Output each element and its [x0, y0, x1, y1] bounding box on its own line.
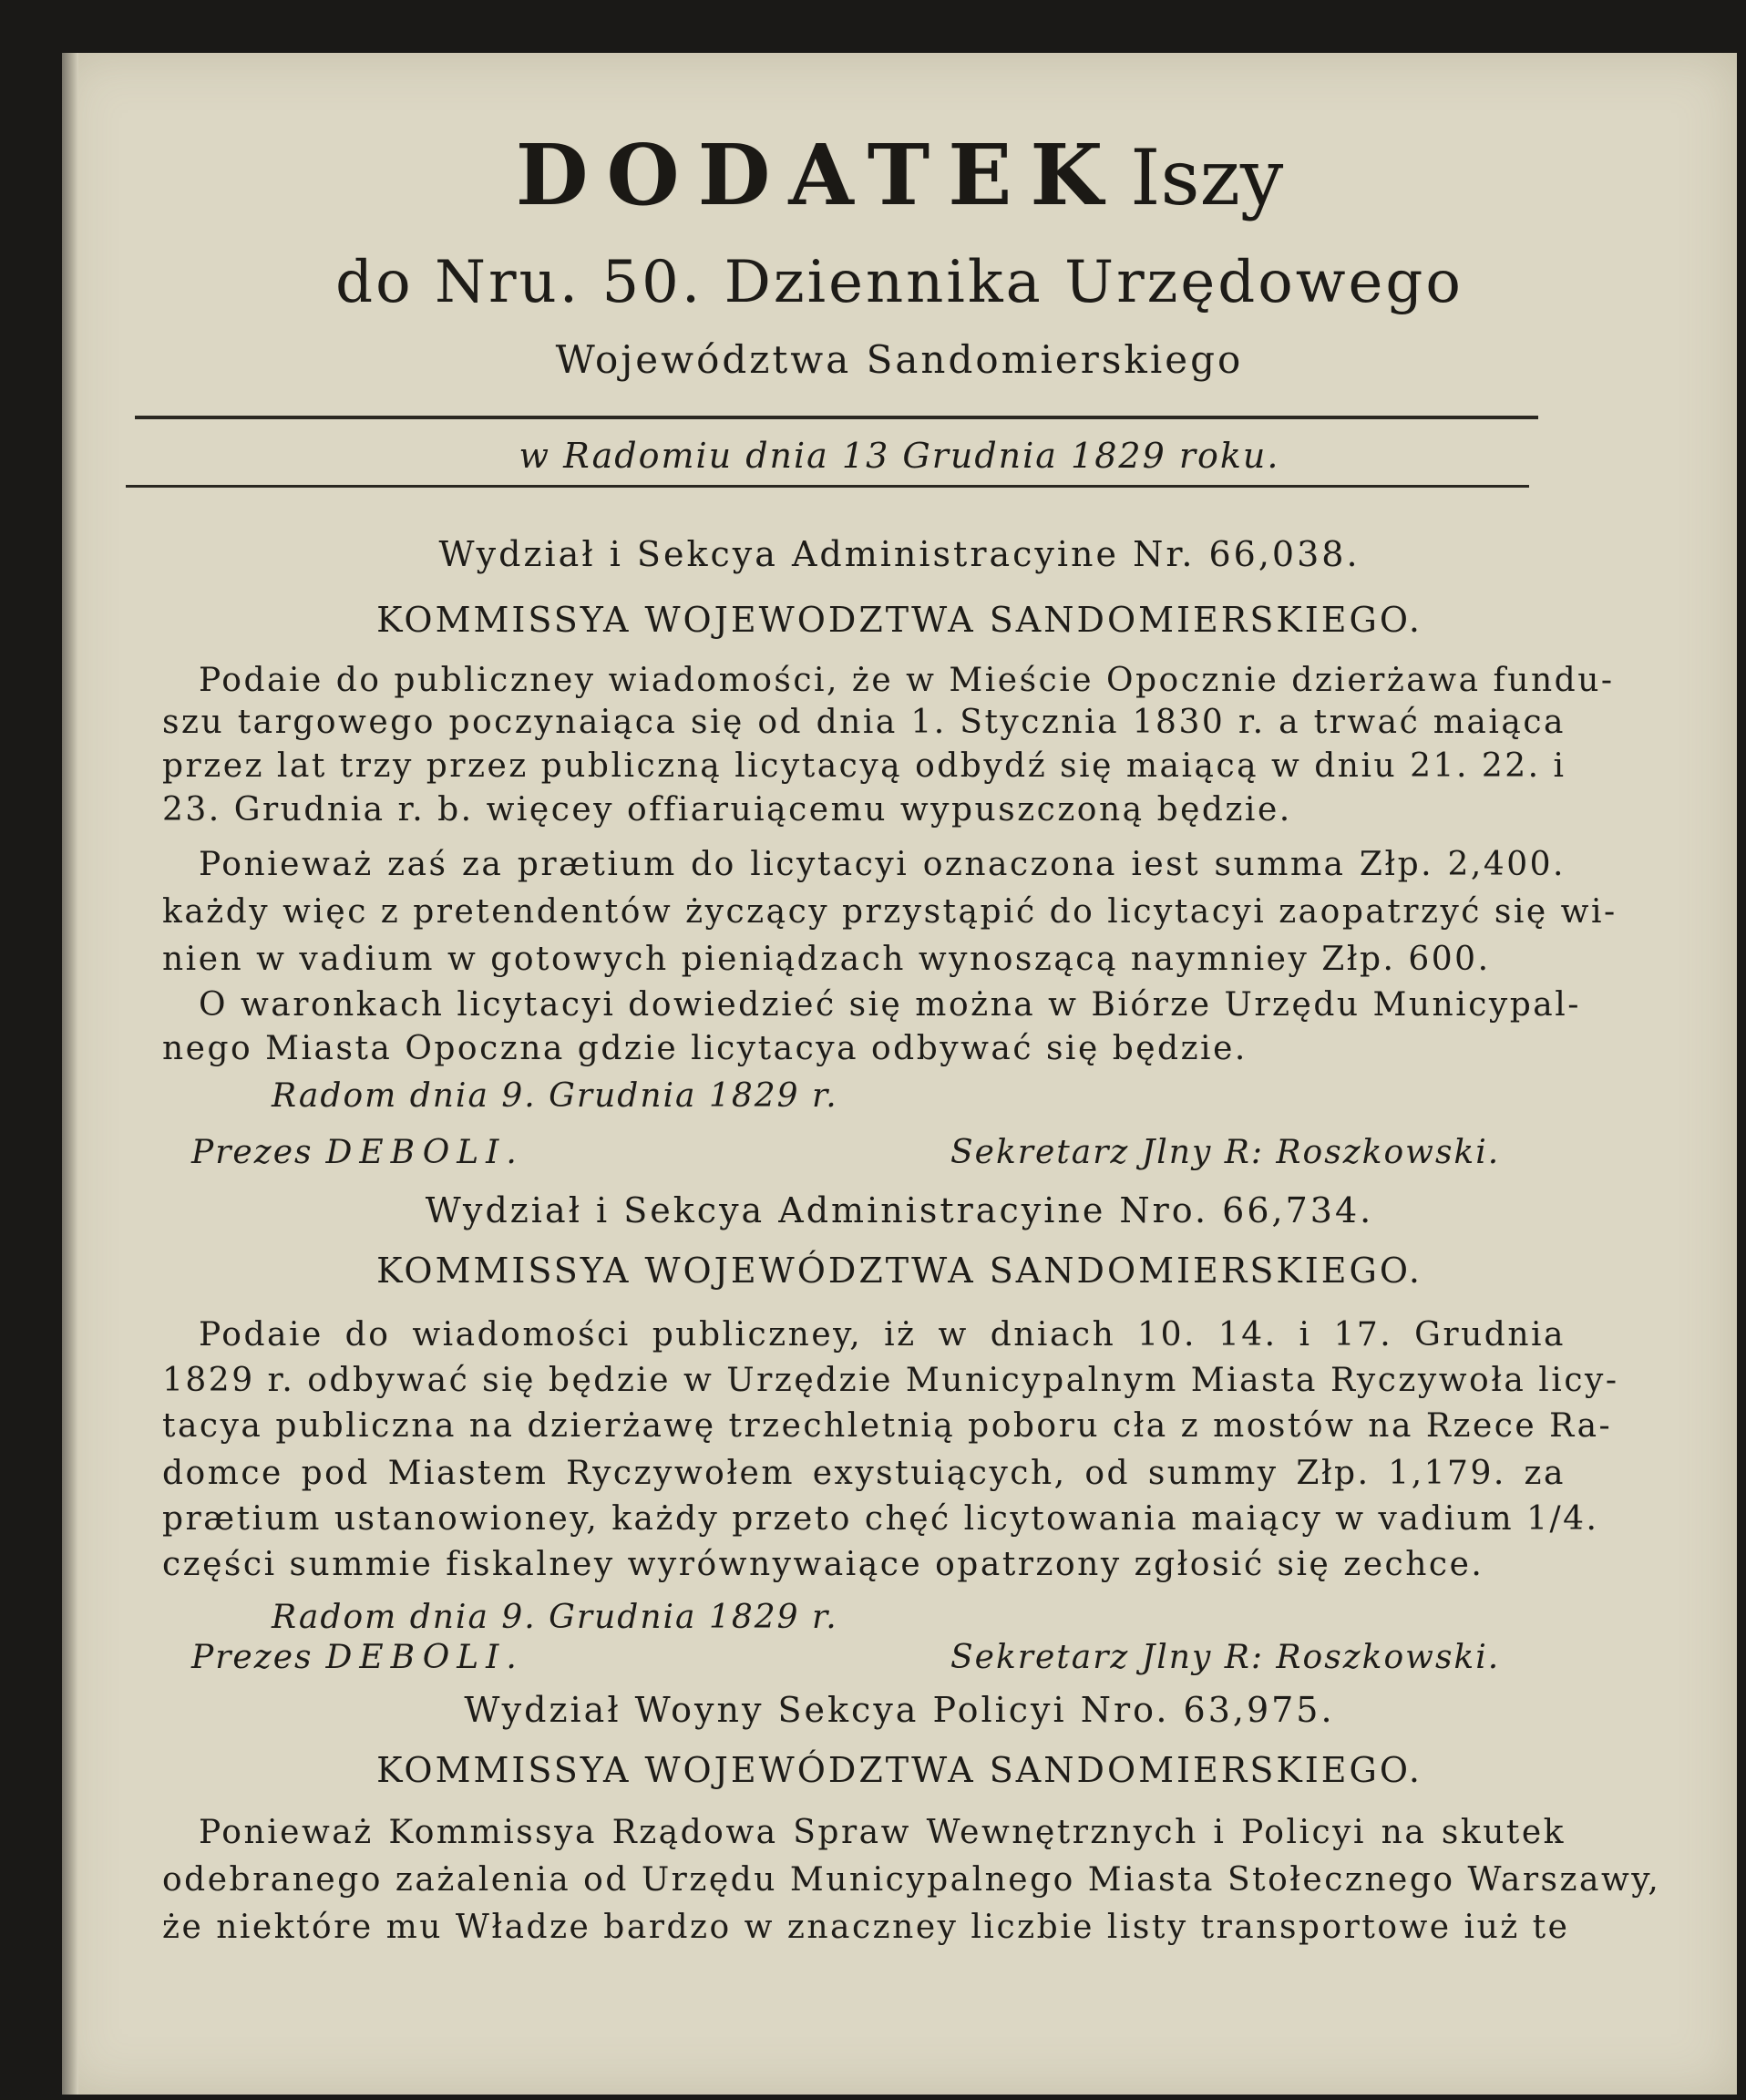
dateline: w Radomiu dnia 13 Grudnia 1829 roku. [519, 436, 1280, 476]
notice-1-line: przez lat trzy przez publiczną licytacyą odbydź się maiącą w dniu 21. 22. i [162, 747, 1566, 785]
notice-1-line: 23. Grudnia r. b. więcey offiaruiącemu wypuszczoną będzie. [162, 791, 1292, 829]
notice-2-line: Podaie do wiadomości publiczney, iż w dniach 10. 14. i 17. Grudnia [199, 1316, 1566, 1354]
notice-3-header: Wydział Woyny Sekcya Policyi Nro. 63,975. [464, 1690, 1335, 1730]
notice-1-line: nego Miasta Opoczna gdzie licytacya odbywać się będzie. [162, 1030, 1248, 1067]
notice-2-line: części summie fiskalney wyrównywaiące opatrzony zgłosić się zechce. [162, 1546, 1484, 1583]
notice-1-place-date: Radom dnia 9. Grudnia 1829 r. [272, 1077, 838, 1115]
masthead-rule-top [135, 416, 1538, 419]
notice-1-line: Ponieważ zaś za prætium do licytacyi oznaczona iest summa Złp. 2,400. [199, 846, 1566, 883]
notice-2-line: 1829 r. odbywać się będzie w Urzędzie Municypalnym Miasta Ryczywoła licy- [162, 1362, 1619, 1399]
president-name: DEBOLI. [325, 1134, 524, 1171]
notice-1-line: Podaie do publiczney wiadomości, że w Mieście Opocznie dzierżawa fundu- [199, 662, 1615, 699]
notice-1-commission: KOMMISSYA WOJEWODZTWA SANDOMIERSKIEGO. [376, 600, 1422, 640]
notice-1-header: Wydział i Sekcya Administracyine Nr. 66,038. [438, 534, 1361, 574]
president-title: Prezes [191, 1639, 313, 1676]
notice-2-header: Wydział i Sekcya Administracyine Nro. 66,734. [425, 1190, 1374, 1230]
notice-2-commission: KOMMISSYA WOJEWÓDZTWA SANDOMIERSKIEGO. [376, 1251, 1422, 1291]
masthead-title-word: DODATEK [515, 126, 1122, 224]
notice-1-president-signature [191, 1134, 524, 1171]
notice-3-line: że niektóre mu Władze bardzo w znaczney liczbie listy transportowe iuż te [162, 1909, 1570, 1946]
notice-1-line: O waronkach licytacyi dowiedzieć się można w Biórze Urzędu Municypal- [199, 986, 1581, 1024]
masthead-subtitle: do Nru. 50. Dziennika Urzędowego [335, 249, 1464, 316]
masthead-title [62, 126, 1737, 224]
notice-1-line: nien w vadium w gotowych pieniądzach wynoszącą naymniey Złp. 600. [162, 941, 1491, 978]
notice-3-line: Ponieważ Kommissya Rządowa Spraw Wewnętrznych i Policyi na skutek [199, 1814, 1566, 1851]
notice-1-line: szu targowego poczynaiąca się od dnia 1. Stycznia 1830 r. a trwać maiąca [162, 704, 1566, 741]
newspaper-page [62, 53, 1737, 2095]
masthead-title-suffix: Iszy [1130, 133, 1284, 222]
notice-1-line: każdy więc z pretendentów życzący przystąpić do licytacyi zaopatrzyć się wi- [162, 893, 1618, 931]
notice-2-place-date: Radom dnia 9. Grudnia 1829 r. [272, 1599, 838, 1636]
notice-2-president-signature [191, 1639, 524, 1676]
masthead-rule-bottom [126, 485, 1529, 488]
notice-2-line: tacya publiczna na dzierżawę trzechletnią poboru cła z mostów na Rzece Ra- [162, 1407, 1613, 1445]
notice-3-commission: KOMMISSYA WOJEWÓDZTWA SANDOMIERSKIEGO. [376, 1750, 1422, 1790]
president-title: Prezes [191, 1134, 313, 1171]
notice-3-line: odebranego zażalenia od Urzędu Municypalnego Miasta Stołecznego Warszawy, [162, 1861, 1661, 1899]
president-name: DEBOLI. [325, 1639, 524, 1676]
notice-2-secretary-signature: Sekretarz Jlny R: Roszkowski. [950, 1639, 1501, 1676]
notice-2-line: domce pod Miastem Ryczywołem exystuiących, od summy Złp. 1,179. za [162, 1455, 1566, 1492]
notice-2-line: prætium ustanowioney, każdy przeto chęć licytowania maiący w vadium 1/4. [162, 1500, 1599, 1538]
masthead-province: Województwa Sandomierskiego [555, 337, 1244, 382]
notice-1-secretary-signature: Sekretarz Jlny R: Roszkowski. [950, 1134, 1501, 1171]
